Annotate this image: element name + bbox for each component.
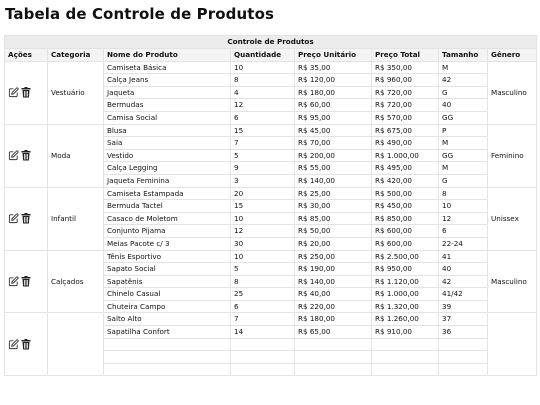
size-cell: 40: [439, 263, 488, 276]
total-price-cell: R$ 720,00: [372, 86, 439, 99]
quantity-cell: 5: [231, 263, 295, 276]
size-cell: GG: [439, 149, 488, 162]
size-cell: 36: [439, 326, 488, 339]
category-cell: [48, 313, 104, 376]
total-price-cell: [372, 351, 439, 364]
table-row: [5, 187, 537, 200]
size-cell: [439, 338, 488, 351]
product-name-cell: Chinelo Casual: [104, 288, 231, 301]
table-caption: Controle de Produtos: [5, 36, 537, 49]
unit-price-cell: R$ 50,00: [295, 225, 372, 238]
product-name-cell: Casaco de Moletom: [104, 212, 231, 225]
quantity-cell: 10: [231, 61, 295, 74]
quantity-cell: 20: [231, 187, 295, 200]
unit-price-cell: R$ 190,00: [295, 263, 372, 276]
total-price-cell: R$ 1.320,00: [372, 300, 439, 313]
edit-icon[interactable]: [8, 276, 19, 287]
table-body: [5, 61, 537, 376]
quantity-cell: 7: [231, 313, 295, 326]
total-price-cell: R$ 570,00: [372, 111, 439, 124]
product-name-cell: [104, 351, 231, 364]
table-header-row: [5, 49, 537, 62]
product-name-cell: Conjunto Pijama: [104, 225, 231, 238]
product-name-cell: Sapatênis: [104, 275, 231, 288]
gender-cell: Masculino: [488, 250, 537, 313]
unit-price-cell: R$ 140,00: [295, 174, 372, 187]
unit-price-cell: R$ 120,00: [295, 74, 372, 87]
size-cell: M: [439, 162, 488, 175]
product-name-cell: Chuteira Campo: [104, 300, 231, 313]
product-name-cell: Salto Alto: [104, 313, 231, 326]
product-name-cell: Camisa Social: [104, 111, 231, 124]
unit-price-cell: R$ 95,00: [295, 111, 372, 124]
size-cell: 22-24: [439, 237, 488, 250]
actions-cell: [5, 124, 48, 187]
total-price-cell: R$ 2.500,00: [372, 250, 439, 263]
quantity-cell: 12: [231, 225, 295, 238]
total-price-cell: R$ 450,00: [372, 200, 439, 213]
size-cell: 8: [439, 187, 488, 200]
column-header-total-price: Preço Total: [372, 49, 439, 62]
total-price-cell: R$ 1.000,00: [372, 149, 439, 162]
unit-price-cell: R$ 220,00: [295, 300, 372, 313]
category-cell: Calçados: [48, 250, 104, 313]
trash-icon[interactable]: [21, 87, 31, 98]
total-price-cell: R$ 1.120,00: [372, 275, 439, 288]
trash-icon[interactable]: [21, 150, 31, 161]
total-price-cell: R$ 950,00: [372, 263, 439, 276]
size-cell: GG: [439, 111, 488, 124]
quantity-cell: 25: [231, 288, 295, 301]
total-price-cell: R$ 500,00: [372, 187, 439, 200]
size-cell: G: [439, 86, 488, 99]
trash-icon[interactable]: [21, 213, 31, 224]
quantity-cell: 10: [231, 250, 295, 263]
unit-price-cell: R$ 30,00: [295, 200, 372, 213]
product-name-cell: Sapatilha Confort: [104, 326, 231, 339]
unit-price-cell: R$ 40,00: [295, 288, 372, 301]
column-header-size: Tamanho: [439, 49, 488, 62]
unit-price-cell: R$ 45,00: [295, 124, 372, 137]
unit-price-cell: R$ 35,00: [295, 61, 372, 74]
size-cell: 6: [439, 225, 488, 238]
quantity-cell: 3: [231, 174, 295, 187]
total-price-cell: R$ 675,00: [372, 124, 439, 137]
size-cell: 40: [439, 99, 488, 112]
unit-price-cell: R$ 85,00: [295, 212, 372, 225]
product-name-cell: Calça Legging: [104, 162, 231, 175]
product-name-cell: Camiseta Estampada: [104, 187, 231, 200]
quantity-cell: 6: [231, 111, 295, 124]
total-price-cell: R$ 910,00: [372, 326, 439, 339]
gender-cell: Unissex: [488, 187, 537, 250]
quantity-cell: 6: [231, 300, 295, 313]
trash-icon[interactable]: [21, 276, 31, 287]
actions-cell: [5, 61, 48, 124]
column-header-quantity: Quantidade: [231, 49, 295, 62]
size-cell: M: [439, 61, 488, 74]
unit-price-cell: R$ 60,00: [295, 99, 372, 112]
quantity-cell: 12: [231, 99, 295, 112]
total-price-cell: R$ 600,00: [372, 237, 439, 250]
unit-price-cell: R$ 20,00: [295, 237, 372, 250]
size-cell: M: [439, 137, 488, 150]
product-name-cell: Bermudas: [104, 99, 231, 112]
quantity-cell: [231, 351, 295, 364]
gender-cell: Masculino: [488, 61, 537, 124]
size-cell: 37: [439, 313, 488, 326]
size-cell: G: [439, 174, 488, 187]
size-cell: 10: [439, 200, 488, 213]
products-table: [4, 35, 537, 376]
unit-price-cell: R$ 180,00: [295, 313, 372, 326]
quantity-cell: 10: [231, 212, 295, 225]
product-name-cell: Blusa: [104, 124, 231, 137]
total-price-cell: R$ 420,00: [372, 174, 439, 187]
edit-icon[interactable]: [8, 339, 19, 350]
table-row: [5, 124, 537, 137]
product-name-cell: Calça Jeans: [104, 74, 231, 87]
gender-cell: Feminino: [488, 124, 537, 187]
category-cell: Infantil: [48, 187, 104, 250]
size-cell: P: [439, 124, 488, 137]
size-cell: 41/42: [439, 288, 488, 301]
unit-price-cell: R$ 250,00: [295, 250, 372, 263]
edit-icon[interactable]: [8, 213, 19, 224]
quantity-cell: 14: [231, 326, 295, 339]
quantity-cell: 9: [231, 162, 295, 175]
unit-price-cell: R$ 55,00: [295, 162, 372, 175]
quantity-cell: 8: [231, 275, 295, 288]
product-name-cell: Saia: [104, 137, 231, 150]
quantity-cell: [231, 363, 295, 376]
quantity-cell: 4: [231, 86, 295, 99]
product-name-cell: Meias Pacote c/ 3: [104, 237, 231, 250]
quantity-cell: 5: [231, 149, 295, 162]
size-cell: 39: [439, 300, 488, 313]
quantity-cell: 30: [231, 237, 295, 250]
category-cell: Vestuário: [48, 61, 104, 124]
total-price-cell: R$ 960,00: [372, 74, 439, 87]
total-price-cell: R$ 600,00: [372, 225, 439, 238]
edit-icon[interactable]: [8, 150, 19, 161]
column-header-category: Categoria: [48, 49, 104, 62]
table-row: [5, 313, 537, 326]
unit-price-cell: R$ 25,00: [295, 187, 372, 200]
product-name-cell: Jaqueta: [104, 86, 231, 99]
unit-price-cell: R$ 65,00: [295, 326, 372, 339]
total-price-cell: R$ 350,00: [372, 61, 439, 74]
actions-cell: [5, 187, 48, 250]
unit-price-cell: [295, 338, 372, 351]
column-header-gender: Gênero: [488, 49, 537, 62]
total-price-cell: R$ 495,00: [372, 162, 439, 175]
unit-price-cell: [295, 363, 372, 376]
quantity-cell: [231, 338, 295, 351]
unit-price-cell: [295, 351, 372, 364]
product-name-cell: Camiseta Básica: [104, 61, 231, 74]
edit-icon[interactable]: [8, 87, 19, 98]
quantity-cell: 15: [231, 124, 295, 137]
size-cell: 12: [439, 212, 488, 225]
quantity-cell: 15: [231, 200, 295, 213]
total-price-cell: R$ 850,00: [372, 212, 439, 225]
product-name-cell: Bermuda Tactel: [104, 200, 231, 213]
size-cell: [439, 351, 488, 364]
size-cell: 41: [439, 250, 488, 263]
product-name-cell: [104, 363, 231, 376]
category-cell: Moda: [48, 124, 104, 187]
product-name-cell: [104, 338, 231, 351]
unit-price-cell: R$ 140,00: [295, 275, 372, 288]
table-row: [5, 61, 537, 74]
unit-price-cell: R$ 200,00: [295, 149, 372, 162]
total-price-cell: R$ 1.000,00: [372, 288, 439, 301]
total-price-cell: R$ 720,00: [372, 99, 439, 112]
unit-price-cell: R$ 70,00: [295, 137, 372, 150]
column-header-actions: Ações: [5, 49, 48, 62]
size-cell: 42: [439, 74, 488, 87]
total-price-cell: R$ 490,00: [372, 137, 439, 150]
quantity-cell: 7: [231, 137, 295, 150]
size-cell: [439, 363, 488, 376]
product-name-cell: Tênis Esportivo: [104, 250, 231, 263]
column-header-unit-price: Preço Unitário: [295, 49, 372, 62]
total-price-cell: [372, 338, 439, 351]
actions-cell: [5, 250, 48, 313]
product-name-cell: Vestido: [104, 149, 231, 162]
unit-price-cell: R$ 180,00: [295, 86, 372, 99]
actions-cell: [5, 313, 48, 376]
total-price-cell: [372, 363, 439, 376]
page-title: Tabela de Controle de Produtos: [5, 5, 275, 23]
gender-cell: [488, 313, 537, 376]
trash-icon[interactable]: [21, 339, 31, 350]
size-cell: 42: [439, 275, 488, 288]
quantity-cell: 8: [231, 74, 295, 87]
product-name-cell: Jaqueta Feminina: [104, 174, 231, 187]
column-header-product-name: Nome do Produto: [104, 49, 231, 62]
table-row: [5, 250, 537, 263]
product-name-cell: Sapato Social: [104, 263, 231, 276]
total-price-cell: R$ 1.260,00: [372, 313, 439, 326]
